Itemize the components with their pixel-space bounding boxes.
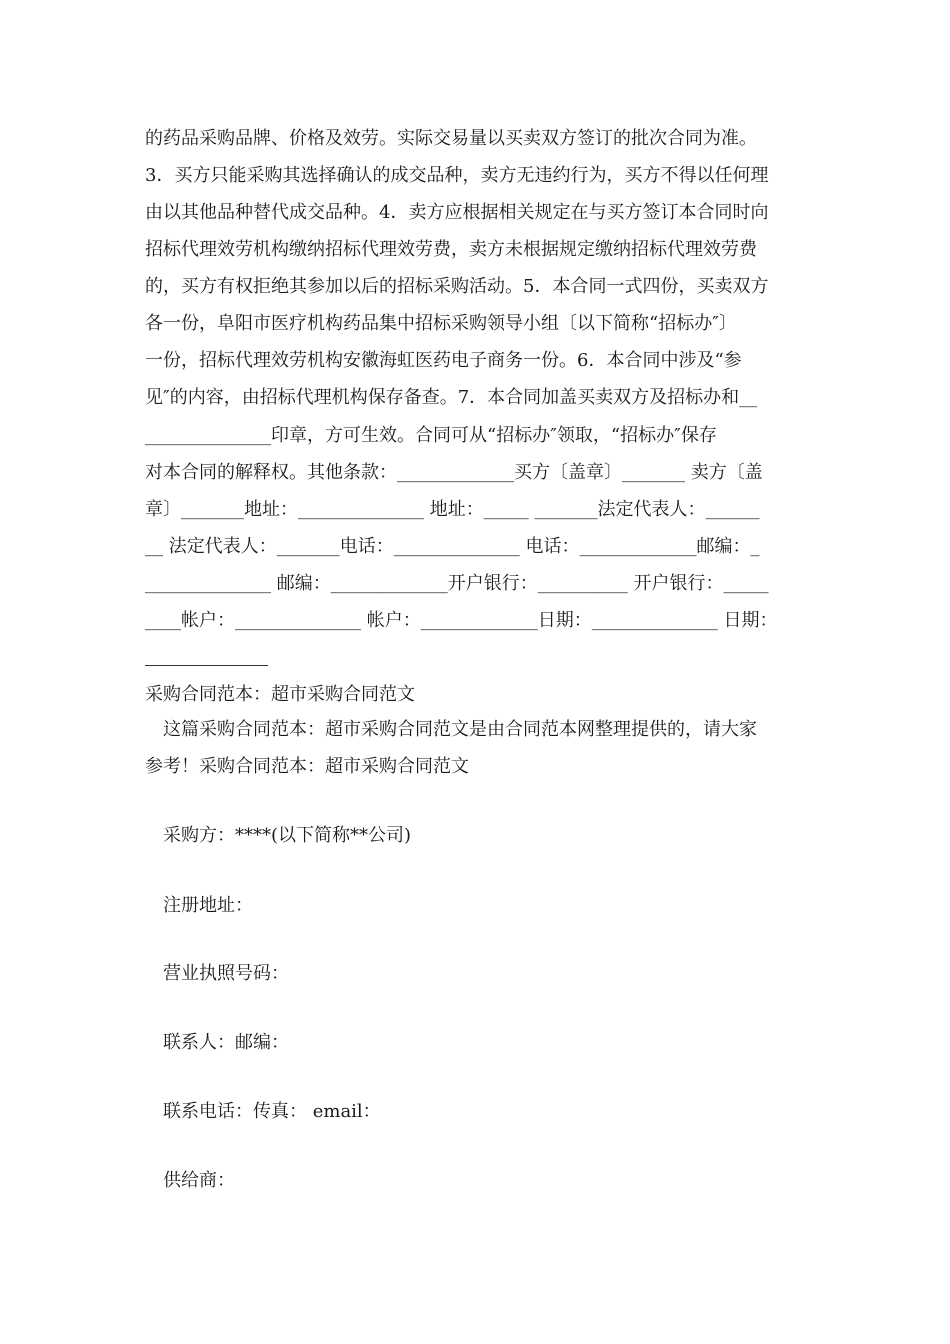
contract-line: 的，买方有权拒绝其参加以后的招标采购活动。5．本合同一式四份，买卖双方: [145, 276, 769, 297]
contract-line: 一份，招标代理效劳机构安徽海虹医药电子商务一份。6．本合同中涉及“参: [145, 350, 742, 371]
contract-line: 章〕_______地址：______________ 地址：_____ _______法定代表人：______: [145, 499, 760, 520]
contract-line: 见″的内容，由招标代理机构保存备查。7．本合同加盖买卖双方及招标办和__: [145, 387, 758, 408]
intro-paragraph-line: 参考！采购合同范本：超市采购合同范文: [145, 756, 469, 777]
contract-line: 对本合同的解释权。其他条款：_____________买方〔盖章〕_______ 卖方〔盖: [145, 462, 763, 483]
intro-paragraph-line: 这篇采购合同范本：超市采购合同范文是由合同范本网整理提供的，请大家: [163, 719, 757, 740]
contract-line: ______________印章，方可生效。合同可从“招标办″领取，“招标办″保存: [145, 425, 717, 446]
signature-underline: [145, 665, 268, 666]
contract-line: __ 法定代表人：_______电话：______________ 电话：_____________邮编：_: [145, 536, 760, 557]
contract-line: ____帐户：______________ 帐户：_____________日期：______________ 日期：: [145, 610, 778, 631]
contract-line: 招标代理效劳机构缴纳招标代理效劳费，卖方未根据规定缴纳招标代理效劳费: [145, 239, 757, 260]
contract-line: 各一份，阜阳市医疗机构药品集中招标采购领导小组〔以下简称“招标办″〕: [145, 313, 737, 334]
phone-fax-email-field: 联系电话：传真： email：: [163, 1101, 381, 1122]
contract-line: 由以其他品种替代成交品种。4．卖方应根据相关规定在与买方签订本合同时向: [145, 202, 769, 223]
contract-line: ______________ 邮编：_____________开户银行：__________ 开户银行：_____: [145, 573, 769, 594]
section-title: 采购合同范本：超市采购合同范文: [145, 684, 415, 705]
reg-address-field: 注册地址：: [163, 895, 253, 916]
contact-field: 联系人：邮编：: [163, 1032, 289, 1053]
contract-line: 3．买方只能采购其选择确认的成交品种，卖方无违约行为，买方不得以任何理: [145, 165, 769, 186]
contract-line: 的药品采购品牌、价格及效劳。实际交易量以买卖双方签订的批次合同为准。: [145, 128, 757, 149]
supplier-field: 供给商：: [163, 1170, 235, 1191]
buyer-field: 采购方：****(以下简称**公司): [163, 825, 412, 846]
license-number-field: 营业执照号码：: [163, 963, 289, 984]
